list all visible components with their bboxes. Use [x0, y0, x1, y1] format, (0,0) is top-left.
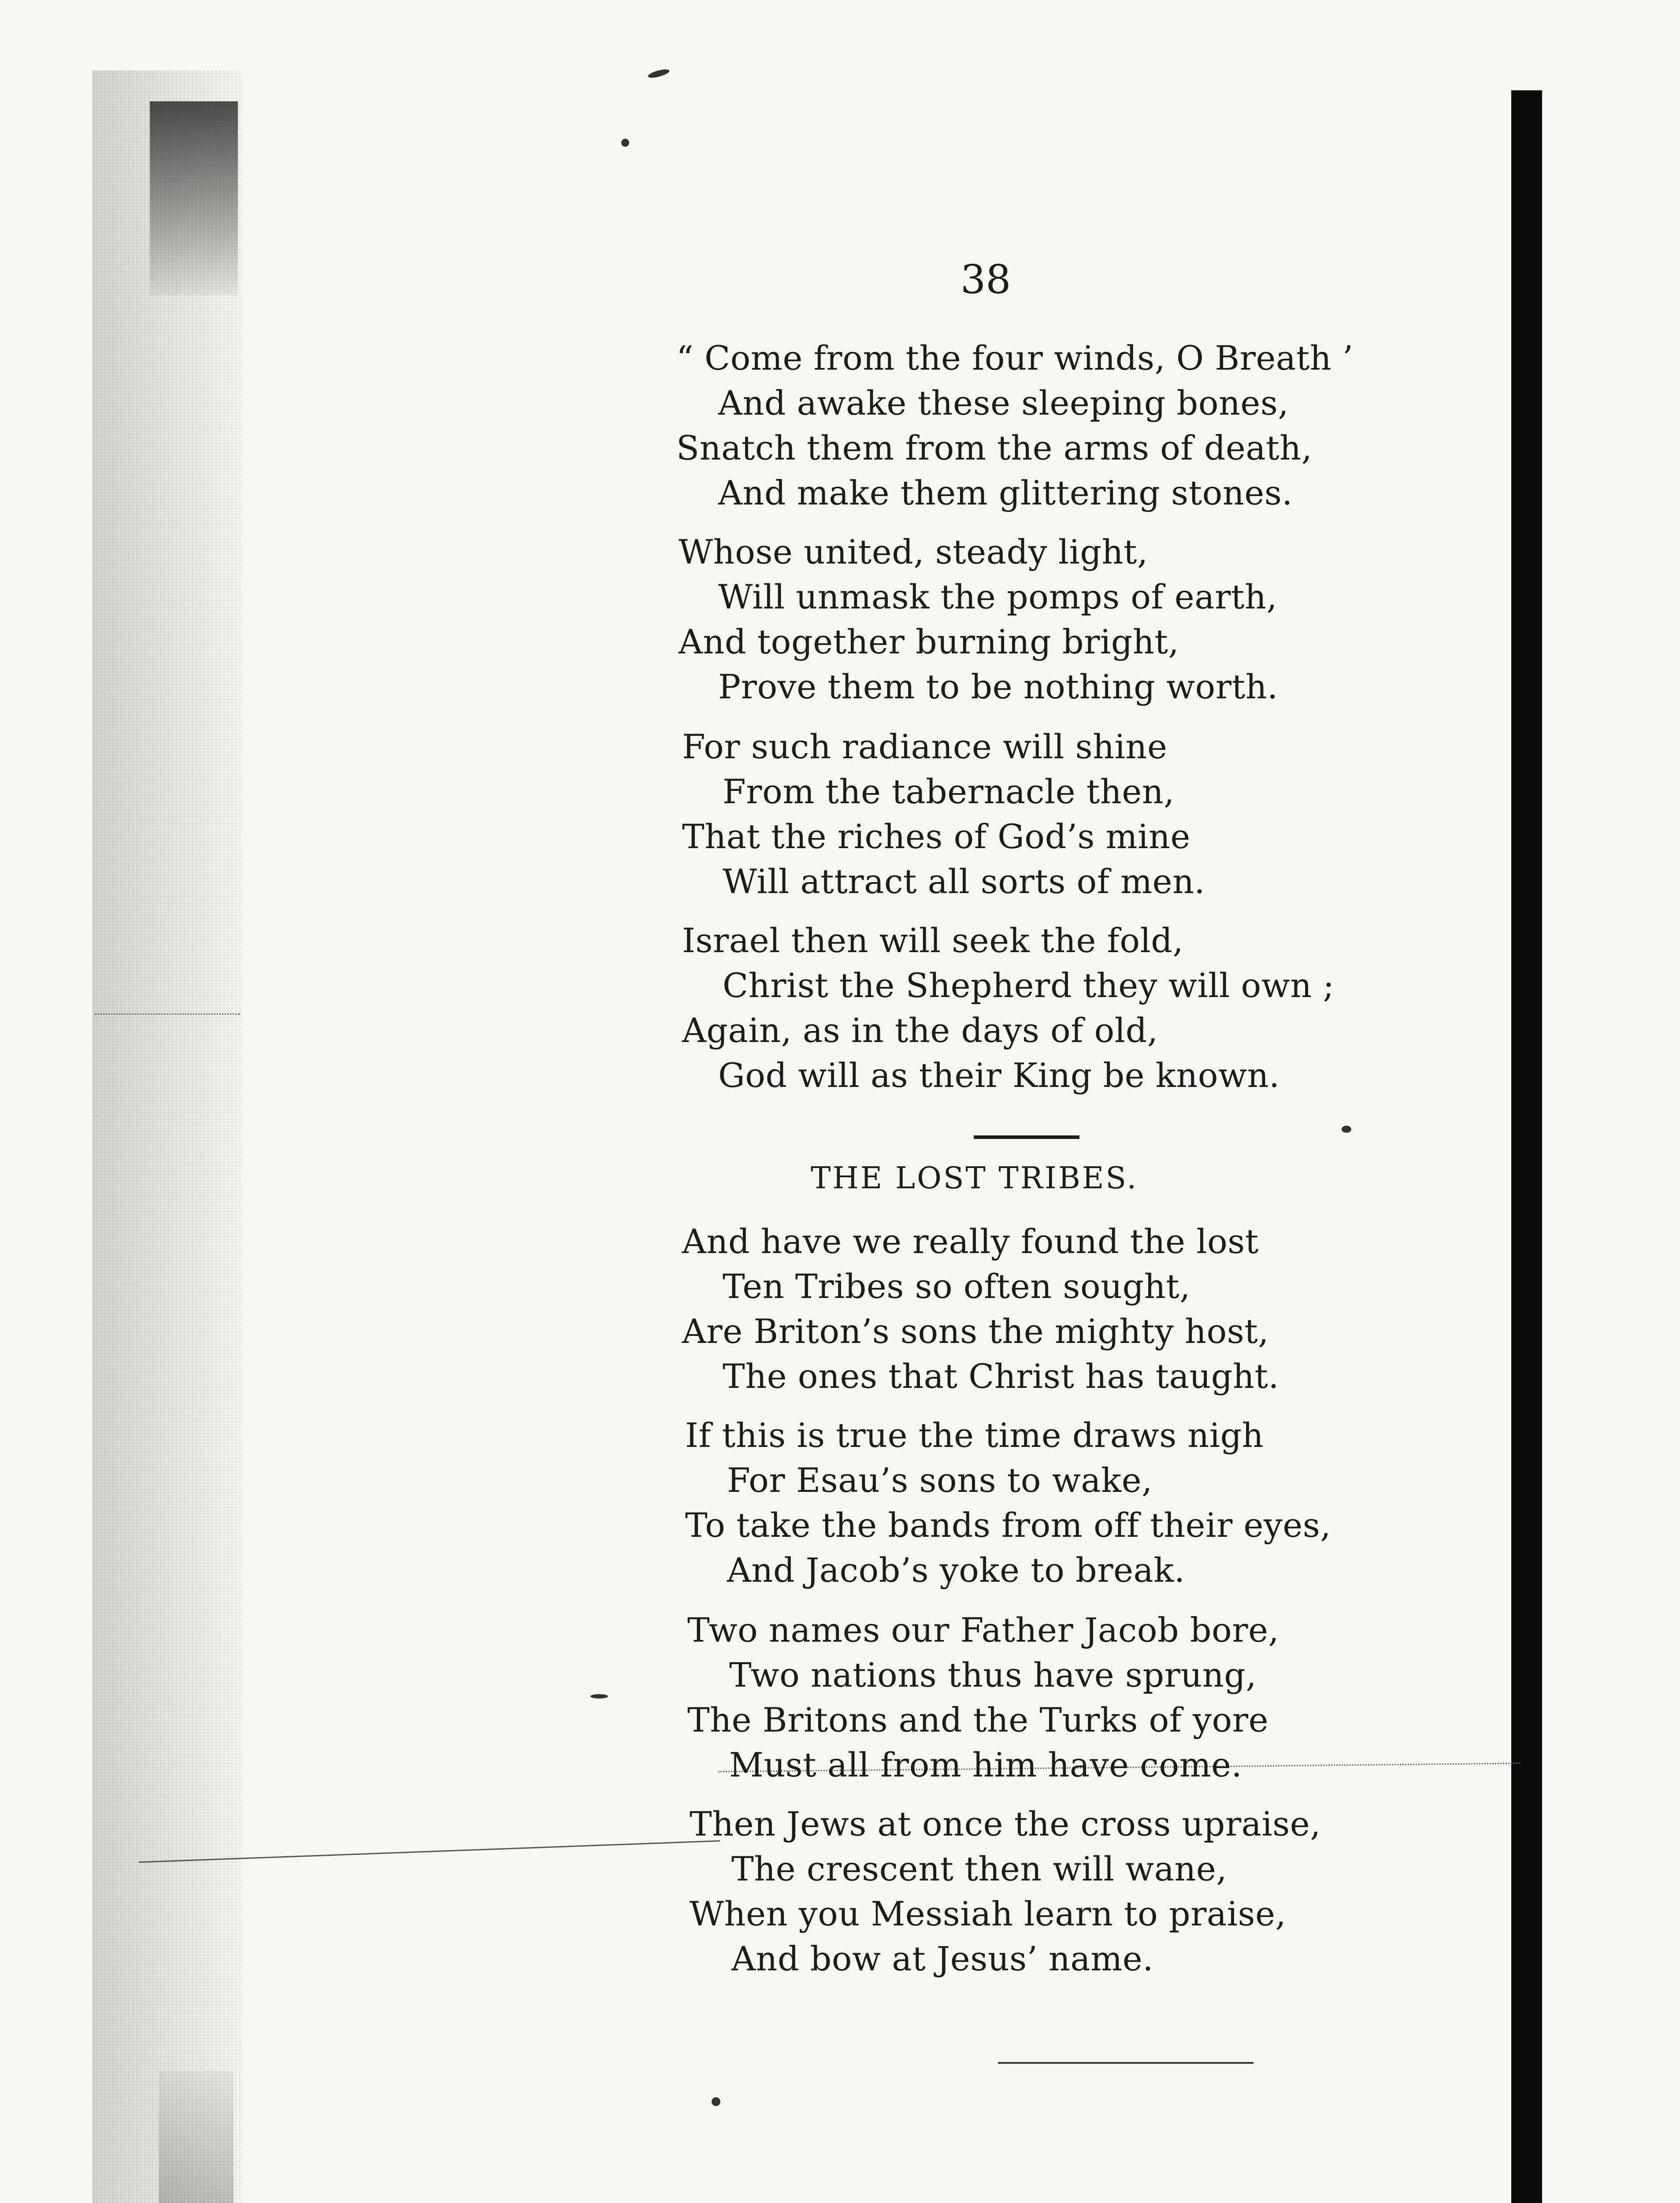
poem-line: Two names our Father Jacob bore, [687, 1610, 1279, 1650]
poem-line: “ Come from the four winds, O Breath ’ [676, 338, 1354, 378]
poem-line: Are Briton’s sons the mighty host, [682, 1312, 1269, 1351]
poem-line: Two nations thus have sprung, [729, 1655, 1257, 1695]
scan-speck [1342, 1126, 1351, 1133]
poem-line: If this is true the time draws nigh [685, 1416, 1264, 1455]
poem-line: For Esau’s sons to wake, [727, 1461, 1153, 1500]
scan-dotted-line [95, 1013, 240, 1015]
section-divider [974, 1135, 1079, 1139]
poem-line: To take the bands from off their eyes, [685, 1506, 1331, 1545]
scan-speck [647, 68, 670, 79]
poem-line: Must all from him have come. [729, 1745, 1242, 1784]
poem-line: Prove them to be nothing worth. [718, 667, 1278, 706]
poem-line: And have we really found the lost [682, 1222, 1259, 1261]
scan-dark-smudge-bottom [159, 2071, 234, 2203]
poem-line: For such radiance will shine [682, 727, 1168, 766]
scan-speck [590, 1694, 608, 1699]
poem-line: And bow at Jesus’ name. [731, 1939, 1153, 1978]
poem-line: Ten Tribes so often sought, [723, 1267, 1190, 1306]
end-rule [998, 2062, 1254, 2064]
poem-line: When you Messiah learn to praise, [690, 1894, 1287, 1933]
poem-line: Will attract all sorts of men. [723, 862, 1205, 901]
poem-line: From the tabernacle then, [723, 772, 1175, 811]
poem-line: Christ the Shepherd they will own ; [723, 966, 1335, 1005]
scan-speck [621, 139, 629, 147]
scan-dark-smudge-top [150, 101, 238, 295]
poem-line: The crescent then will wane, [731, 1849, 1227, 1888]
poem-line: Then Jews at once the cross upraise, [690, 1804, 1321, 1843]
poem-line: And Jacob’s yoke to break. [727, 1550, 1185, 1590]
poem-line: And awake these sleeping bones, [718, 383, 1289, 423]
poem-line: Will unmask the pomps of earth, [718, 577, 1278, 616]
binding-edge-bar [1511, 90, 1542, 2203]
poem-line: The ones that Christ has taught. [723, 1357, 1279, 1396]
poem-line: Snatch them from the arms of death, [676, 428, 1313, 467]
poem-line: And make them glittering stones. [718, 473, 1293, 512]
poem-line: Israel then will seek the fold, [682, 921, 1184, 960]
poem-line: Again, as in the days of old, [682, 1011, 1158, 1050]
scan-speck [712, 2097, 720, 2106]
poem-line: And together burning bright, [679, 622, 1179, 661]
scan-margin-noise [93, 70, 242, 2203]
poem-line: The Britons and the Turks of yore [687, 1700, 1269, 1739]
poem-line: That the riches of God’s mine [682, 817, 1190, 856]
poem-line: Whose united, steady light, [679, 532, 1148, 571]
page-number: 38 [961, 256, 1011, 303]
poem-line: God will as their King be known. [718, 1056, 1280, 1095]
poem-title: THE LOST TRIBES. [811, 1161, 1139, 1196]
